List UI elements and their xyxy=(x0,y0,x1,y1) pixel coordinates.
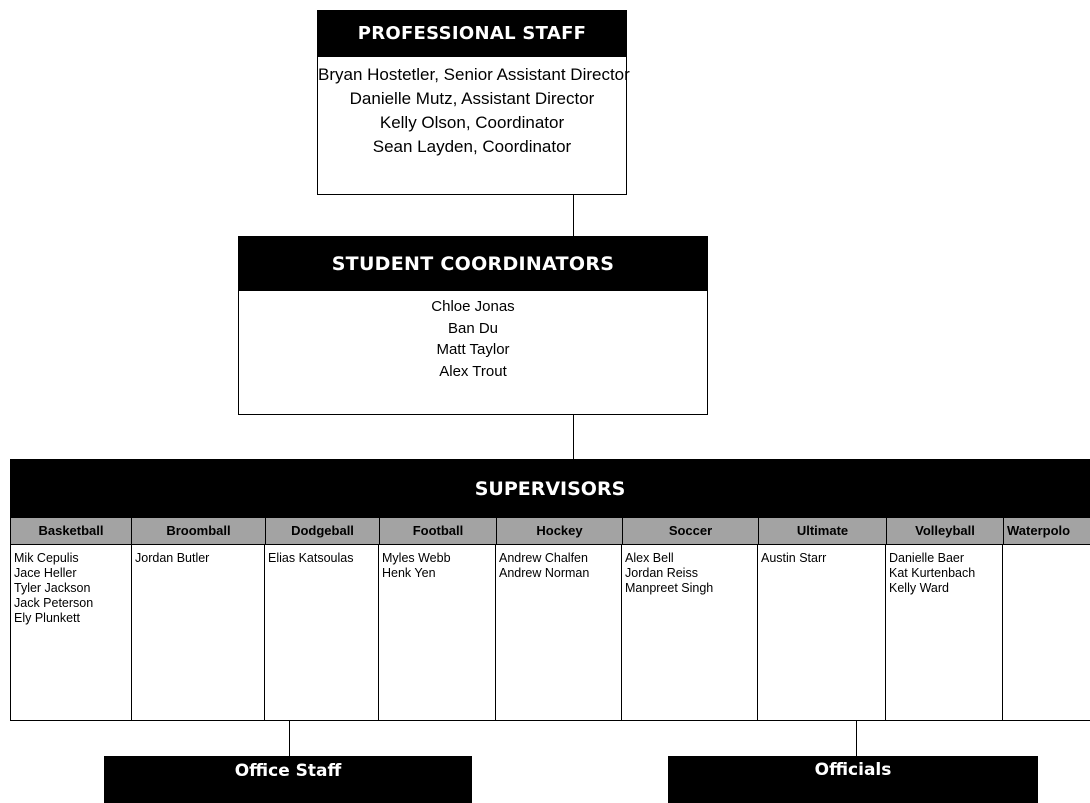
sport-column xyxy=(1003,545,1090,721)
student-coordinators-box xyxy=(238,236,708,415)
sport-header: Ultimate xyxy=(759,518,887,544)
supervisor-name: Elias Katsoulas xyxy=(268,551,354,565)
sport-column xyxy=(758,545,886,721)
supervisor-name: Andrew Norman xyxy=(499,566,590,580)
sport-column xyxy=(622,545,758,721)
supervisor-name: Jack Peterson xyxy=(14,596,94,610)
supervisor-name: Austin Starr xyxy=(761,551,827,565)
sport-column xyxy=(886,545,1003,721)
coordinator-name: Chloe Jonas xyxy=(431,298,515,315)
sport-header: Football xyxy=(380,518,497,544)
supervisor-name: Alex Bell xyxy=(625,551,674,565)
sport-column xyxy=(10,545,132,721)
student-coordinators-title: STUDENT COORDINATORS xyxy=(239,237,707,291)
officials-box xyxy=(668,756,1038,803)
supervisors-table xyxy=(10,459,1090,721)
office-staff-box xyxy=(104,756,472,803)
sport-column xyxy=(132,545,265,721)
supervisor-name: Jordan Butler xyxy=(135,551,210,565)
sport-header: Broomball xyxy=(132,518,266,544)
sport-column xyxy=(379,545,496,721)
connector-line xyxy=(856,721,857,756)
staff-member: Kelly Olson, Coordinator xyxy=(379,113,565,132)
supervisor-name: Jace Heller xyxy=(14,566,77,580)
sport-header: Dodgeball xyxy=(266,518,380,544)
supervisor-name: Manpreet Singh xyxy=(625,581,714,595)
supervisor-name: Tyler Jackson xyxy=(14,581,91,595)
connector-line xyxy=(573,195,574,236)
coordinator-name: Alex Trout xyxy=(439,362,507,380)
sport-header: Volleyball xyxy=(887,518,1004,544)
connector-line xyxy=(573,415,574,459)
sport-header: Hockey xyxy=(497,518,623,544)
professional-staff-box xyxy=(317,10,630,195)
supervisor-name: Henk Yen xyxy=(382,566,436,580)
supervisor-name: Jordan Reiss xyxy=(625,566,698,580)
sport-header: Basketball xyxy=(11,518,132,544)
coordinator-name: Matt Taylor xyxy=(436,341,510,358)
professional-staff-list xyxy=(318,57,630,159)
office-staff-title: Office Staff xyxy=(234,761,342,781)
staff-member: Danielle Mutz, Assistant Director xyxy=(349,89,595,108)
officials-title: Officials xyxy=(814,760,892,780)
sport-header: Soccer xyxy=(623,518,759,544)
supervisor-name: Andrew Chalfen xyxy=(499,551,588,565)
supervisor-name: Kelly Ward xyxy=(889,581,949,595)
staff-member: Sean Layden, Coordinator xyxy=(372,137,572,156)
supervisor-name: Kat Kurtenbach xyxy=(889,566,976,580)
student-coordinators-list xyxy=(239,291,707,382)
sport-column xyxy=(265,545,379,721)
sport-header-row xyxy=(10,518,1090,545)
sport-column xyxy=(496,545,622,721)
professional-staff-title: PROFESSIONAL STAFF xyxy=(318,11,626,57)
connector-line xyxy=(289,721,290,756)
supervisor-name: Mik Cepulis xyxy=(14,551,79,565)
supervisor-name: Danielle Baer xyxy=(889,551,965,565)
supervisors-title: SUPERVISORS xyxy=(10,459,1090,518)
sport-header: Waterpolo xyxy=(1007,523,1071,538)
supervisor-name: Myles Webb xyxy=(382,551,451,565)
supervisor-name: Ely Plunkett xyxy=(14,611,81,625)
coordinator-name: Ban Du xyxy=(447,319,499,337)
staff-member: Bryan Hostetler, Senior Assistant Director xyxy=(318,65,630,84)
